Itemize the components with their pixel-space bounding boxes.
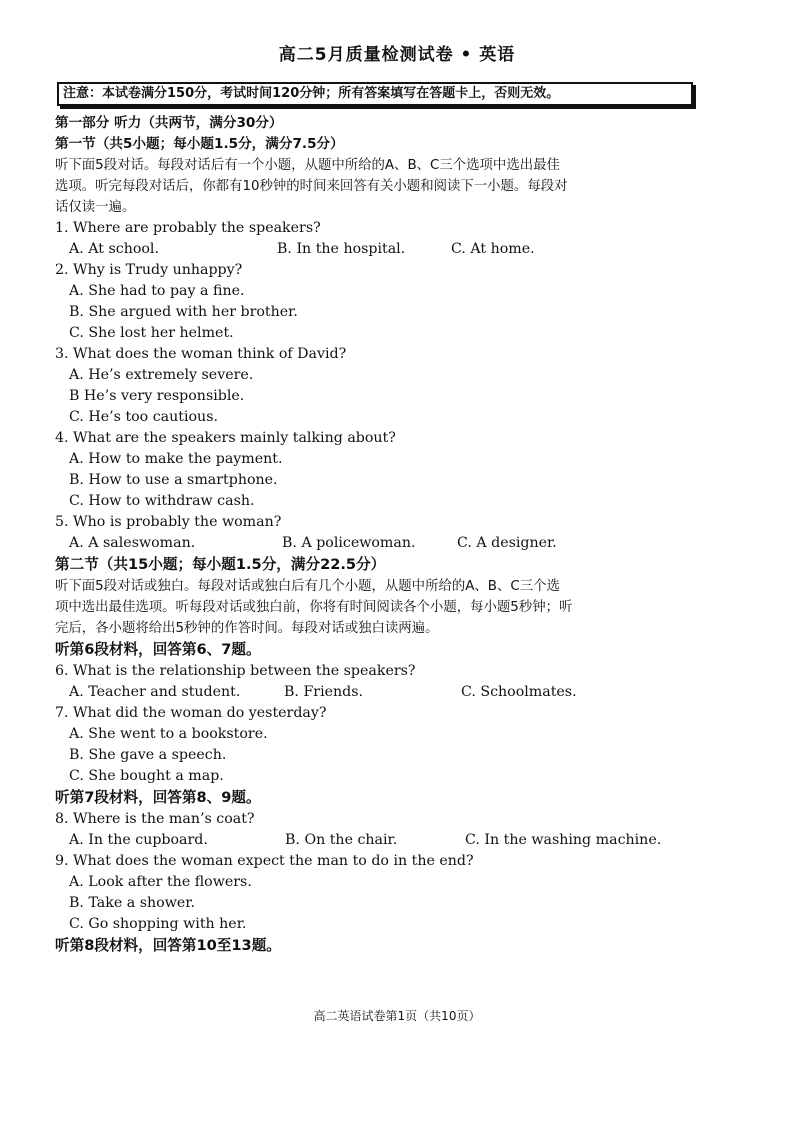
option-a: A. She went to a bookstore. [69, 726, 268, 742]
section2-heading: 第二节（共15小题；每小题1.5分，满分22.5分） [55, 556, 386, 573]
option-b: B. A policewoman. [282, 535, 416, 551]
question-2: 2. Why is Trudy unhappy? [55, 262, 243, 278]
option-b: B. She gave a speech. [69, 747, 227, 763]
question-3: 3. What does the woman think of David? [55, 346, 347, 362]
section1-heading: 第一节（共5小题；每小题1.5分，满分7.5分） [55, 136, 344, 152]
question-5-options [55, 533, 745, 554]
option-a: A. At school. [69, 241, 159, 257]
option-c: C. Schoolmates. [461, 684, 577, 700]
question-6-options [55, 682, 745, 703]
question-8-options [55, 830, 745, 851]
exam-content [55, 113, 745, 957]
question-8: 8. Where is the man’s coat? [55, 811, 255, 827]
option-c: C. She bought a map. [69, 768, 224, 784]
section2-instruction-line: 项中选出最佳选项。听每段对话或独白前，你将有时间阅读各个小题，每小题5秒钟；听 [55, 600, 573, 615]
option-a: A. How to make the payment. [69, 451, 283, 467]
page-footer: 高二英语试卷第1页（共10页） [313, 1009, 481, 1023]
option-b: B. Take a shower. [69, 895, 195, 911]
question-1: 1. Where are probably the speakers? [55, 220, 321, 236]
option-a: A. She had to pay a fine. [69, 283, 245, 299]
part1-heading: 第一部分 听力（共两节，满分30分） [55, 115, 283, 131]
option-c: C. At home. [451, 241, 535, 257]
option-c: C. He’s too cautious. [69, 409, 218, 425]
section1-instruction-line: 选项。听完每段对话后，你都有10秒钟的时间来回答有关小题和阅读下一小题。每段对 [55, 179, 568, 194]
question-5: 5. Who is probably the woman? [55, 514, 282, 530]
option-a: A. Teacher and student. [69, 684, 241, 700]
section1-instruction-line: 话仅读一遍。 [55, 200, 136, 215]
page-title: 高二5月质量检测试卷 • 英语 [278, 45, 516, 65]
question-1-options [55, 239, 745, 260]
option-b: B. How to use a smartphone. [69, 472, 278, 488]
material-8-heading: 听第8段材料，回答第10至13题。 [55, 937, 281, 954]
exam-notice: 注意：本试卷满分150分，考试时间120分钟；所有答案填写在答题卡上，否则无效。 [57, 82, 693, 106]
option-c: C. How to withdraw cash. [69, 493, 255, 509]
section2-instruction-line: 完后，各小题将给出5秒钟的作答时间。每段对话或独白读两遍。 [55, 621, 439, 636]
option-c: C. She lost her helmet. [69, 325, 234, 341]
option-b: B. She argued with her brother. [69, 304, 298, 320]
question-4: 4. What are the speakers mainly talking about? [55, 430, 396, 446]
option-b: B. In the hospital. [277, 241, 406, 257]
option-c: C. A designer. [457, 535, 557, 551]
section1-instruction-line: 听下面5段对话。每段对话后有一个小题，从题中所给的A、B、C三个选项中选出最佳 [55, 158, 560, 173]
section2-instruction-line: 听下面5段对话或独白。每段对话或独白后有几个小题，从题中所给的A、B、C三个选 [55, 579, 560, 594]
question-9: 9. What does the woman expect the man to do in the end? [55, 853, 474, 869]
option-a: A. A saleswoman. [69, 535, 196, 551]
option-a: A. He’s extremely severe. [69, 367, 254, 383]
option-b: B. On the chair. [285, 832, 398, 848]
option-a: A. Look after the flowers. [69, 874, 252, 890]
material-7-heading: 听第7段材料，回答第8、9题。 [55, 789, 261, 806]
option-a: A. In the cupboard. [69, 832, 208, 848]
question-7: 7. What did the woman do yesterday? [55, 705, 327, 721]
option-b: B. Friends. [284, 684, 364, 700]
option-b: B He’s very responsible. [69, 388, 245, 404]
option-c: C. Go shopping with her. [69, 916, 247, 932]
material-6-heading: 听第6段材料，回答第6、7题。 [55, 641, 261, 658]
question-6: 6. What is the relationship between the speakers? [55, 663, 416, 679]
option-c: C. In the washing machine. [465, 832, 662, 848]
